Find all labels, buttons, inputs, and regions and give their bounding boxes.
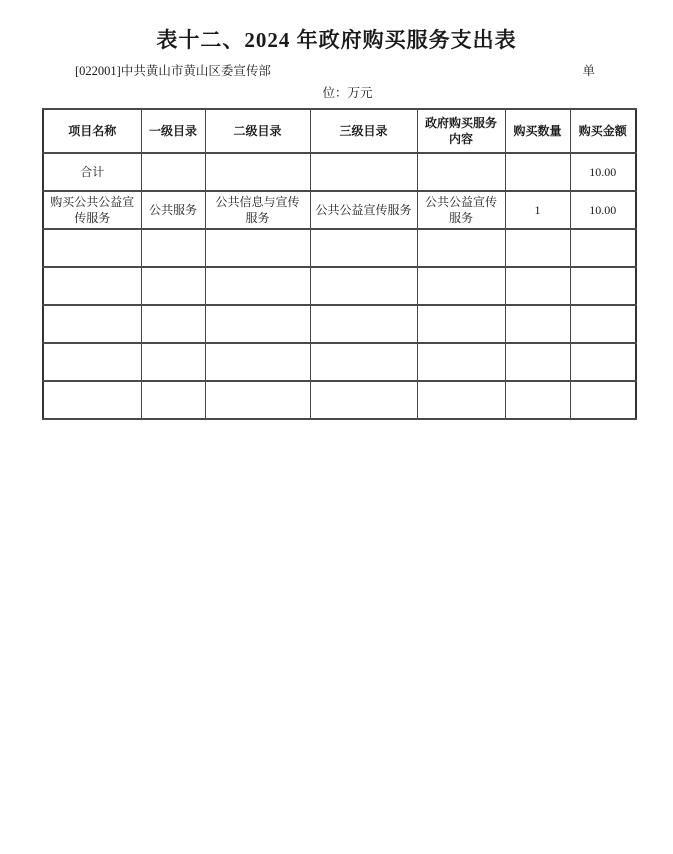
table-cell	[417, 229, 505, 267]
column-header-level2-catalog: 二级目录	[205, 109, 310, 153]
org-code-label: [022001]中共黄山市黄山区委宣传部	[75, 64, 271, 78]
table-row	[43, 381, 636, 419]
table-row	[43, 191, 636, 229]
table-cell: 公共信息与宣传 服务	[205, 191, 310, 229]
table-cell	[570, 381, 636, 419]
table-cell	[141, 305, 205, 343]
table-cell	[43, 305, 141, 343]
table-cell	[141, 153, 205, 191]
table-cell	[205, 153, 310, 191]
table-cell	[205, 267, 310, 305]
table-cell	[505, 381, 570, 419]
table-cell	[505, 267, 570, 305]
table-cell	[205, 381, 310, 419]
table-cell: 合计	[43, 153, 141, 191]
table-cell	[505, 229, 570, 267]
table-cell	[417, 343, 505, 381]
table-cell: 购买公共公益宣 传服务	[43, 191, 141, 229]
column-header-level1-catalog: 一级目录	[141, 109, 205, 153]
table-cell	[43, 267, 141, 305]
table-cell	[141, 343, 205, 381]
table-cell: 公共服务	[141, 191, 205, 229]
column-header-project-name: 项目名称	[43, 109, 141, 153]
table-row	[43, 343, 636, 381]
unit-label-wrapped-first-char: 单	[582, 64, 595, 78]
column-header-service-content: 政府购买服务 内容	[417, 109, 505, 153]
table-cell	[141, 229, 205, 267]
table-cell	[310, 153, 417, 191]
table-cell	[310, 381, 417, 419]
page-title: 表十二、2024 年政府购买服务支出表	[156, 28, 517, 52]
table-cell	[417, 305, 505, 343]
table-cell: 1	[505, 191, 570, 229]
table-cell	[505, 305, 570, 343]
table-cell	[310, 229, 417, 267]
table-cell	[570, 229, 636, 267]
table-cell	[310, 343, 417, 381]
column-header-level3-catalog: 三级目录	[310, 109, 417, 153]
table-cell: 10.00	[570, 153, 636, 191]
table-cell	[205, 229, 310, 267]
table-cell	[205, 305, 310, 343]
table-cell	[43, 343, 141, 381]
table-cell	[310, 305, 417, 343]
meta-line	[75, 63, 595, 80]
table-cell	[141, 381, 205, 419]
table-cell	[141, 267, 205, 305]
table-header-row	[43, 109, 636, 153]
table-cell	[570, 343, 636, 381]
table-cell	[505, 343, 570, 381]
unit-label-wrapped-remainder: 位：万元	[322, 86, 373, 100]
column-header-purchase-amount: 购买金额	[570, 109, 636, 153]
table-cell: 公共公益宣传 服务	[417, 191, 505, 229]
table-cell	[417, 381, 505, 419]
table-cell	[570, 305, 636, 343]
column-header-purchase-quantity: 购买数量	[505, 109, 570, 153]
table-cell: 公共公益宣传服务	[310, 191, 417, 229]
table-cell: 10.00	[570, 191, 636, 229]
table-cell	[205, 343, 310, 381]
table-cell	[570, 267, 636, 305]
table-cell	[417, 153, 505, 191]
table-row	[43, 267, 636, 305]
table-row	[43, 153, 636, 191]
table-cell	[505, 153, 570, 191]
table-cell	[310, 267, 417, 305]
table-row	[43, 305, 636, 343]
table-cell	[43, 381, 141, 419]
table-row	[43, 229, 636, 267]
expenditure-table	[42, 108, 637, 420]
table-cell	[43, 229, 141, 267]
table-cell	[417, 267, 505, 305]
table-body	[43, 153, 636, 419]
